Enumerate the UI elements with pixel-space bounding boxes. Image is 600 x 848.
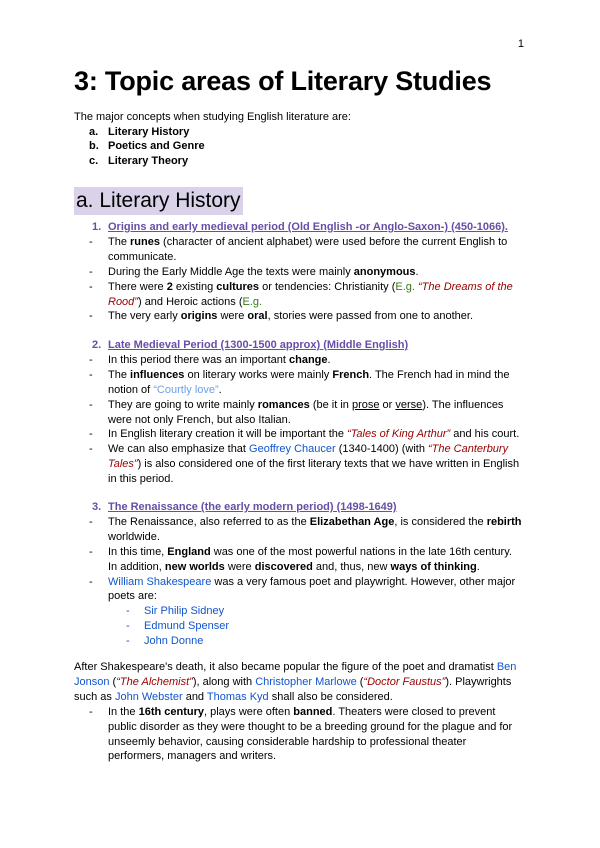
text-run: The bbox=[108, 235, 131, 248]
period-heading[interactable] bbox=[74, 220, 524, 235]
bullet-item bbox=[74, 705, 524, 765]
text-run: or bbox=[379, 398, 396, 411]
text-run: were bbox=[224, 560, 255, 573]
text-run: - bbox=[89, 545, 93, 558]
text-run: cultures bbox=[216, 280, 260, 293]
text-run: existing bbox=[172, 280, 217, 293]
text-run: England bbox=[167, 545, 211, 558]
text-run: John Donne bbox=[144, 635, 204, 648]
text-run: John Webster bbox=[114, 690, 183, 703]
text-run: The bbox=[108, 368, 131, 381]
text-run: c. bbox=[89, 154, 99, 167]
text-run: worldwide. bbox=[108, 530, 160, 543]
intro bbox=[74, 110, 351, 168]
text-run: 1. bbox=[92, 221, 102, 233]
text-run: - bbox=[89, 515, 93, 528]
text-run: - bbox=[89, 443, 93, 456]
text-run: - bbox=[89, 398, 93, 411]
section-heading: a. Literary History bbox=[74, 187, 243, 215]
bullet-item bbox=[74, 235, 524, 265]
bullet-item bbox=[74, 515, 524, 545]
bullet-item bbox=[74, 368, 524, 398]
text-run: Literary Theory bbox=[108, 154, 189, 167]
text-run: . bbox=[218, 383, 222, 396]
text-run: - bbox=[89, 280, 93, 293]
bullet-item bbox=[74, 353, 524, 368]
text-run: and his court. bbox=[450, 428, 520, 441]
text-run: . The French had in mind the notion of bbox=[108, 368, 510, 396]
text-run: change bbox=[288, 353, 328, 366]
text-run: In the bbox=[108, 705, 139, 718]
text-run: origins bbox=[180, 310, 218, 323]
text-run: (character of ancient alphabet) were used before the current English to communicate. bbox=[108, 235, 508, 263]
text-run: , stories were passed from one to another. bbox=[267, 310, 474, 323]
text-run: - bbox=[126, 620, 130, 633]
text-run: Edmund Spenser bbox=[144, 620, 229, 633]
text-run: , plays were often bbox=[204, 705, 294, 718]
text-run: They are going to write mainly bbox=[108, 398, 258, 411]
text-run: The very early bbox=[108, 310, 181, 323]
text-run: - bbox=[89, 428, 93, 441]
text-run: - bbox=[89, 265, 93, 278]
text-run: Late Medieval Period (1300-1500 approx) (Middle English) bbox=[108, 339, 409, 351]
page-title: 3: Topic areas of Literary Studies bbox=[74, 66, 492, 96]
text-run: - bbox=[89, 705, 93, 718]
text-run: In English literary creation it will be important the bbox=[108, 428, 348, 441]
text-run: After Shakespeare's death, it also became popular the figure of the poet and dramatist bbox=[74, 661, 497, 673]
page-number: 1 bbox=[517, 38, 524, 50]
text-run: “The Alchemist” bbox=[116, 675, 193, 688]
text-run: - bbox=[126, 605, 130, 618]
text-run: During the Early Middle Age the texts were mainly bbox=[108, 265, 354, 278]
bullet-item bbox=[74, 427, 524, 442]
text-run: shall also be considered. bbox=[268, 690, 393, 703]
text-run: ) and Heroic actions ( bbox=[137, 295, 243, 308]
text-run: Christopher Marlowe bbox=[255, 675, 357, 688]
period-renaissance bbox=[74, 500, 524, 649]
bullet-item bbox=[74, 265, 524, 280]
period-heading[interactable] bbox=[74, 338, 524, 353]
text-run: b. bbox=[89, 140, 99, 153]
text-run: rebirth bbox=[486, 515, 522, 528]
text-run: We can also emphasize that bbox=[108, 443, 250, 456]
text-run: romances bbox=[257, 398, 310, 411]
bullet-item bbox=[74, 442, 524, 487]
text-run: new worlds bbox=[164, 560, 225, 573]
text-run: verse bbox=[395, 398, 423, 411]
text-run: In this time, bbox=[108, 545, 168, 558]
text-run: 16th century bbox=[138, 705, 204, 718]
period-origins bbox=[74, 220, 524, 324]
text-run: ( bbox=[356, 675, 364, 688]
concept-list bbox=[74, 125, 351, 169]
text-run: anonymous bbox=[353, 265, 416, 278]
text-run: . bbox=[415, 265, 419, 278]
text-run: was one of the most powerful nations in the late 16th century. In addition, bbox=[108, 545, 512, 573]
text-run: Literary History bbox=[108, 125, 190, 138]
text-run: - bbox=[89, 353, 93, 366]
concept-item bbox=[74, 139, 351, 154]
paragraph-text bbox=[74, 660, 524, 705]
text-run: . bbox=[327, 353, 331, 366]
text-run: In this period there was an important bbox=[108, 353, 289, 366]
after-shakespeare-paragraph bbox=[74, 660, 524, 764]
text-run: “Tales of King Arthur” bbox=[347, 428, 451, 441]
text-run: oral bbox=[247, 310, 268, 323]
text-run: Elizabethan Age bbox=[309, 515, 395, 528]
text-run: The Renaissance (the early modern period) (1498-1649) bbox=[108, 501, 397, 513]
text-run: 2. bbox=[92, 339, 102, 351]
text-run: Geoffrey Chaucer bbox=[249, 443, 336, 456]
poet-item bbox=[74, 634, 524, 649]
text-run: influences bbox=[130, 368, 185, 381]
text-run: a. bbox=[89, 125, 99, 138]
bullet-item bbox=[74, 280, 524, 310]
text-run: , is considered the bbox=[394, 515, 487, 528]
text-run: Thomas Kyd bbox=[206, 690, 269, 703]
bullet-item bbox=[74, 545, 524, 575]
text-run: ). Playwrights such as bbox=[74, 675, 512, 703]
text-run: - bbox=[89, 235, 93, 248]
text-run: - bbox=[89, 575, 93, 588]
text-run: Origins and early medieval period (Old English -or Anglo-Saxon-) (450-1066). bbox=[108, 221, 508, 233]
text-run: ), along with bbox=[192, 675, 256, 688]
bullet-item bbox=[74, 398, 524, 428]
text-run: Ben Jonson bbox=[74, 661, 517, 688]
concept-item bbox=[74, 125, 351, 140]
text-run: ) is also considered one of the first literary texts that we have written in English in this period. bbox=[108, 458, 520, 486]
bullet-item bbox=[74, 575, 524, 605]
text-run: and, thus, new bbox=[312, 560, 391, 573]
text-run: French bbox=[332, 368, 370, 381]
text-run: on literary works were mainly bbox=[184, 368, 333, 381]
text-run: The Renaissance, also referred to as the bbox=[108, 515, 310, 528]
text-run: E.g. bbox=[395, 280, 419, 293]
text-run: “The Dreams of the Rood” bbox=[108, 280, 513, 308]
text-run: - bbox=[89, 310, 93, 323]
text-run: - bbox=[126, 635, 130, 648]
text-run: There were bbox=[108, 280, 167, 293]
text-run: “The Canterbury Tales” bbox=[108, 443, 509, 471]
poet-item bbox=[74, 604, 524, 619]
text-run: (be it in bbox=[309, 398, 352, 411]
period-late-medieval bbox=[74, 338, 524, 487]
text-run: banned bbox=[293, 705, 333, 718]
text-run: - bbox=[89, 368, 93, 381]
text-run: prose bbox=[351, 398, 380, 411]
text-run: ). The influences were not only French, but also Italian. bbox=[108, 398, 504, 426]
period-heading[interactable] bbox=[74, 500, 524, 515]
text-run: “Courtly love” bbox=[153, 383, 219, 396]
concept-item bbox=[74, 154, 351, 169]
text-run: 2 bbox=[166, 280, 173, 293]
text-run: ( bbox=[109, 675, 117, 688]
text-run: or tendencies: Christianity ( bbox=[259, 280, 396, 293]
text-run: 3. bbox=[92, 501, 102, 513]
poet-item bbox=[74, 619, 524, 634]
text-run: . Theaters were closed to prevent public disorder as they were thought to be a breeding ground for the plague and for unseemly behavior, causing considerable hardship to professional theater performers, managers and writers. bbox=[108, 705, 513, 763]
intro-text: The major concepts when studying English literature are: bbox=[74, 111, 351, 123]
text-run: was a very famous poet and playwright. However, other major poets are: bbox=[108, 575, 516, 603]
text-run: . bbox=[476, 560, 480, 573]
text-run: Sir Philip Sidney bbox=[144, 605, 225, 618]
text-run: runes bbox=[130, 235, 160, 248]
text-run: ways of thinking bbox=[390, 560, 477, 573]
text-run: Poetics and Genre bbox=[108, 140, 205, 153]
text-run: (1340-1400) (with bbox=[335, 443, 428, 456]
text-run: E.g. bbox=[242, 295, 263, 308]
bullet-item bbox=[74, 309, 524, 324]
text-run: and bbox=[182, 690, 207, 703]
text-run: discovered bbox=[254, 560, 313, 573]
text-run: “Doctor Faustus” bbox=[363, 675, 446, 688]
text-run: were bbox=[217, 310, 248, 323]
text-run: William Shakespeare bbox=[108, 575, 212, 588]
